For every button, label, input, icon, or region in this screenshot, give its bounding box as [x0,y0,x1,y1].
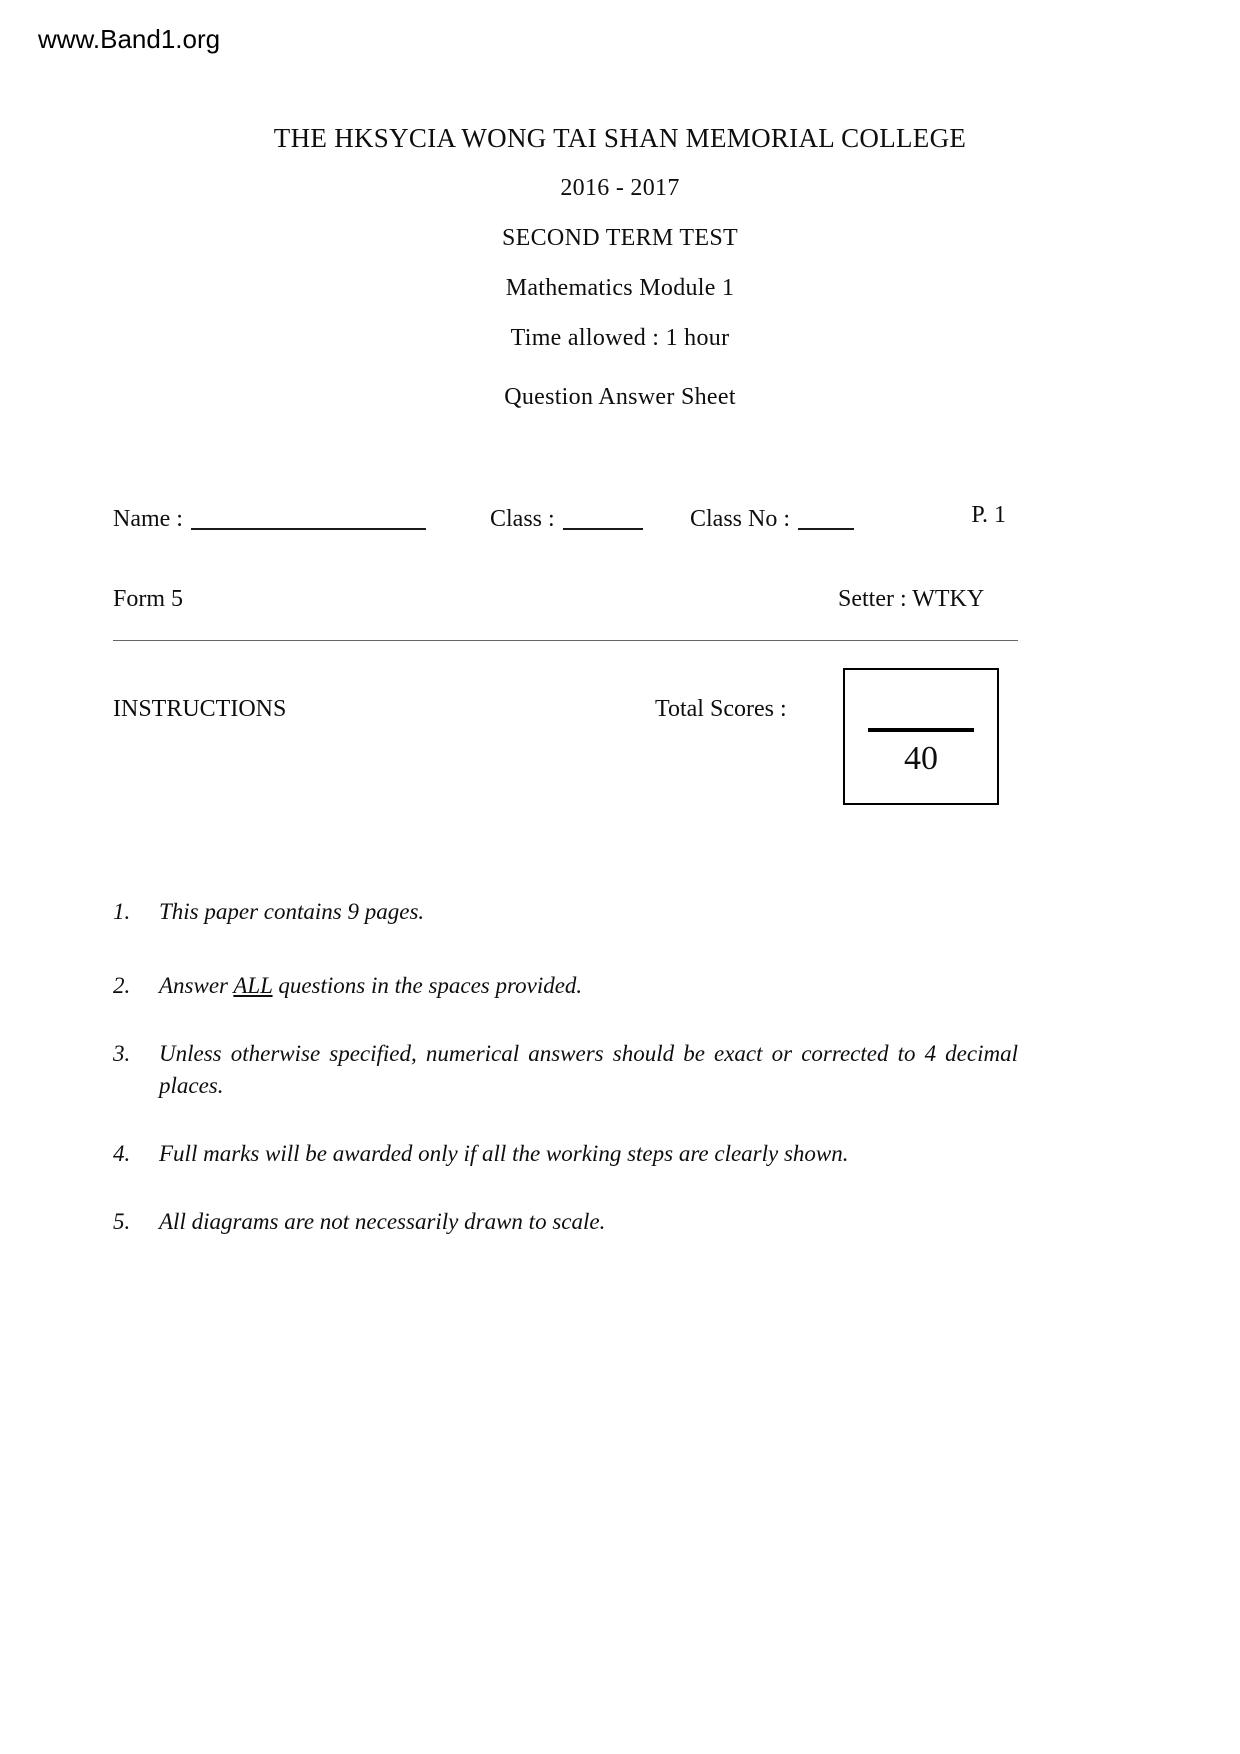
class-blank [563,506,643,530]
instruction-item-2 [113,970,1018,1002]
class-no-blank [798,506,854,530]
instruction-number: 5. [113,1209,131,1234]
name-label: Name : [113,506,183,532]
site-watermark: www.Band1.org [38,24,221,54]
school-year: 2016 - 2017 [560,175,680,201]
page-number: P. 1 [971,502,1006,528]
instruction-text [159,970,1018,1002]
instruction-item-3 [113,1038,1018,1101]
class-field [490,502,643,533]
instruction-number: 2. [113,973,131,998]
instruction-text: Unless otherwise specified, numerical answers should be exact or corrected to 4 decimal places. [159,1041,1018,1098]
instructions-heading: INSTRUCTIONS [113,696,287,722]
class-no-label: Class No : [690,506,791,532]
student-info-row [113,502,1018,534]
instruction-text-post: questions in the spaces provided. [272,973,583,998]
total-score-value: 40 [904,740,938,777]
total-scores-label: Total Scores : [655,696,787,722]
sheet-type: Question Answer Sheet [504,384,736,410]
instruction-item-4 [113,1138,1018,1170]
setter-label: Setter : WTKY [838,586,985,612]
instruction-text-underlined: ALL [233,973,273,998]
instruction-number: 1. [113,899,131,924]
instruction-number: 4. [113,1141,131,1166]
instruction-item-5 [113,1206,1018,1238]
class-label: Class : [490,506,555,532]
name-field [113,502,426,533]
school-name: THE HKSYCIA WONG TAI SHAN MEMORIAL COLLEGE [273,123,967,153]
name-blank [191,506,426,530]
instruction-text: All diagrams are not necessarily drawn to scale. [159,1209,606,1234]
instructions-header-row [113,696,1018,836]
form-label: Form 5 [113,586,184,612]
header-divider [113,640,1018,641]
instruction-item-1 [113,896,1018,928]
instruction-text-pre: Answer [159,973,234,998]
test-title: SECOND TERM TEST [502,225,738,251]
form-setter-row [113,586,1018,618]
instruction-number: 3. [113,1041,131,1066]
time-allowed: Time allowed : 1 hour [510,325,730,351]
class-no-field [690,502,854,533]
subject-title: Mathematics Module 1 [505,275,735,301]
instruction-text: This paper contains 9 pages. [159,899,425,924]
instruction-text: Full marks will be awarded only if all the working steps are clearly shown. [159,1141,849,1166]
score-blank-line [868,728,974,732]
total-score-box [843,668,999,805]
